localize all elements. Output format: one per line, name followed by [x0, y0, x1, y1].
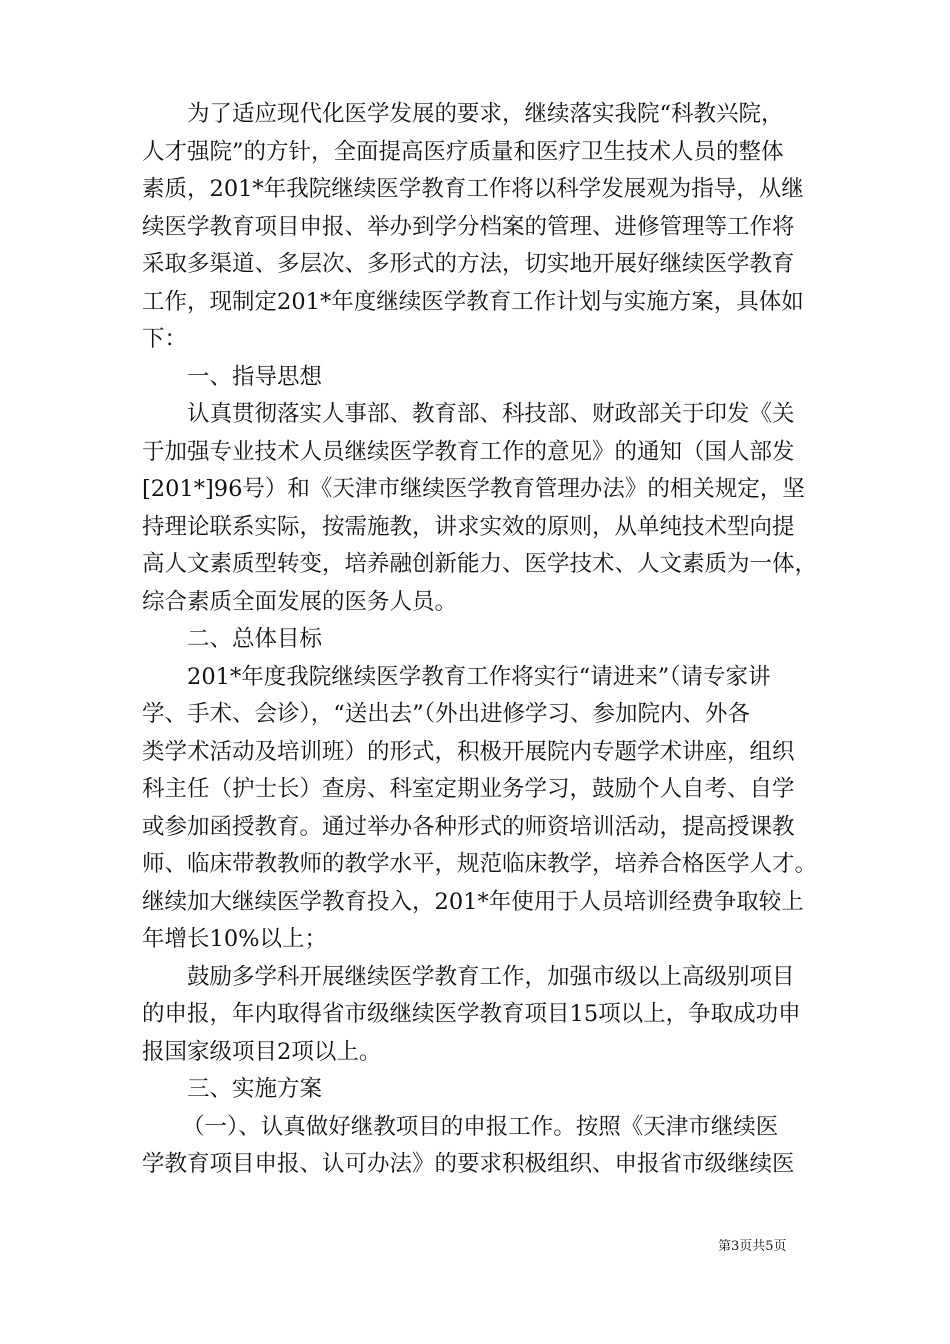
paragraph-line: 高人文素质型转变，培养融创新能力、医学技术、人文素质为一体， [142, 551, 818, 577]
paragraph-line: 类学术活动及培训班）的形式，积极开展院内专题学术讲座，组织 [142, 738, 795, 765]
section-heading: 一、指导思想 [187, 363, 323, 390]
paragraph-line: 下： [142, 326, 188, 352]
paragraph-line: 人才强院”的方针，全面提高医疗质量和医疗卫生技术人员的整体 [142, 138, 784, 165]
paragraph-line: [201*]96号）和《天津市继续医学教育管理办法》的相关规定，坚 [142, 476, 805, 502]
paragraph-line: 认真贯彻落实人事部、教育部、科技部、财政部关于印发《关 [187, 401, 795, 427]
paragraph-line: 于加强专业技术人员继续医学教育工作的意见》的通知（国人部发 [142, 438, 795, 465]
paragraph-line: 为了适应现代化医学发展的要求，继续落实我院“科教兴院， [187, 101, 784, 127]
document-body [142, 96, 818, 1184]
page-number: 第3页共5页 [718, 1239, 787, 1254]
section-heading: 三、实施方案 [187, 1076, 323, 1102]
paragraph-line: 持理论联系实际，按需施教，讲求实效的原则，从单纯技术型向提 [142, 513, 795, 540]
paragraph-line: 学、手术、会诊），“送出去”（外出进修学习、参加院内、外各 [142, 701, 751, 727]
paragraph-line: 继续加大继续医学教育投入，201*年使用于人员培训经费争取较上 [142, 888, 804, 915]
paragraph-line: 师、临床带教教师的教学水平，规范临床教学，培养合格医学人才。 [142, 851, 818, 877]
paragraph-line: 素质，201*年我院继续医学教育工作将以科学发展观为指导，从继 [142, 176, 804, 202]
paragraph-line: 采取多渠道、多层次、多形式的方法，切实地开展好继续医学教育 [142, 251, 795, 277]
paragraph-line: 201*年度我院继续医学教育工作将实行“请进来”（请专家讲 [187, 663, 771, 690]
paragraph-line: 综合素质全面发展的医务人员。 [142, 588, 458, 615]
paragraph-line: 续医学教育项目申报、举办到学分档案的管理、进修管理等工作将 [142, 213, 795, 240]
paragraph-line: 的申报，年内取得省市级继续医学教育项目15项以上，争取成功申 [142, 1001, 801, 1027]
section-heading: 二、总体目标 [187, 626, 323, 652]
paragraph-line: 科主任（护士长）查房、科室定期业务学习，鼓励个人自考、自学 [142, 776, 795, 802]
paragraph-line: 工作，现制定201*年度继续医学教育工作计划与实施方案，具体如 [142, 288, 804, 315]
paragraph-line: 鼓励多学科开展继续医学教育工作，加强市级以上高级别项目 [187, 963, 795, 990]
paragraph-line: 年增长10%以上； [142, 926, 328, 952]
paragraph-line: （一）、认真做好继教项目的申报工作。按照《天津市继续医 [182, 1113, 779, 1140]
paragraph-line: 学教育项目申报、认可办法》的要求积极组织、申报省市级继续医 [142, 1151, 795, 1177]
paragraph-line: 或参加函授教育。通过举办各种形式的师资培训活动，提高授课教 [142, 813, 795, 840]
paragraph-line: 报国家级项目2项以上。 [142, 1038, 382, 1065]
